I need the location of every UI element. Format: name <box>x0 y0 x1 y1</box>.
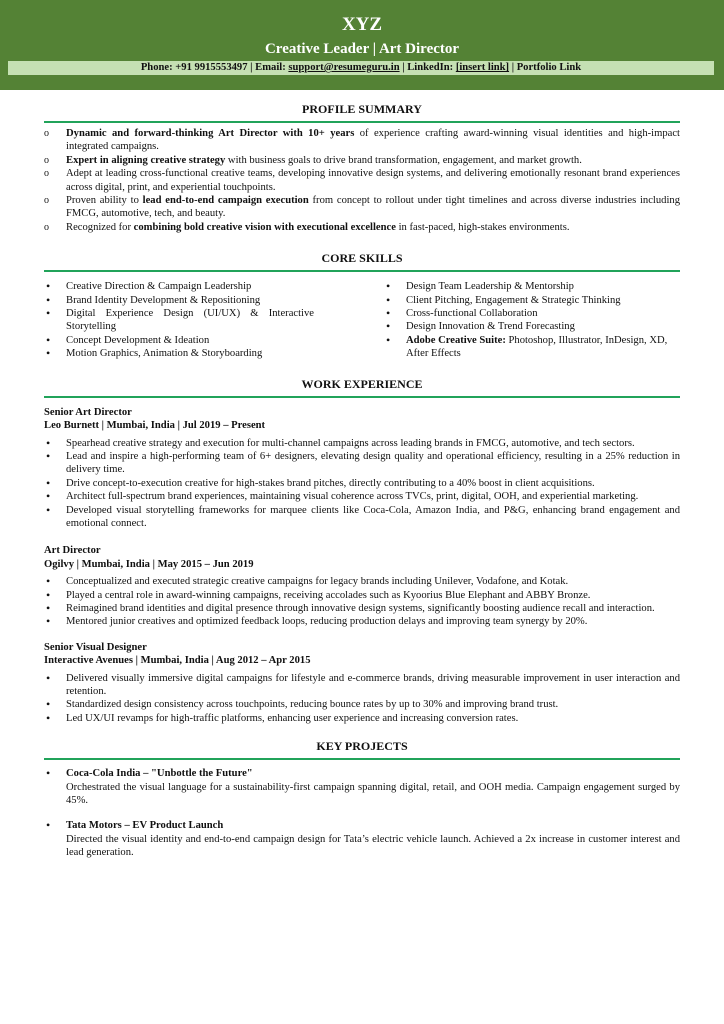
job-role: Senior Visual Designer <box>44 641 147 653</box>
project-desc: Orchestrated the visual language for a sustainability-first campaign spanning digital, retail, and OOH media. Campaign engagement surged by 45%. <box>66 781 680 807</box>
section-heading: KEY PROJECTS <box>316 739 408 754</box>
list-item: o Proven ability to lead end-to-end campaign execution from concept to rollout under tight timelines and across diverse industries including FMCG, automotive, tech, and beauty. <box>44 194 680 221</box>
projects-section <box>0 739 724 859</box>
job-role: Senior Art Director <box>44 406 132 418</box>
list-item: • Led UX/UI revamps for high-traffic platforms, enhancing user experience and increasing conversion rates. <box>44 712 680 725</box>
project-desc: Directed the visual identity and end-to-end campaign design for Tata’s electric vehicle launch. Achieved a 2x increase in customer interest and lead generation. <box>66 833 680 859</box>
job-entry <box>44 544 680 628</box>
job-org: Leo Burnett | Mumbai, India | Jul 2019 – Present <box>44 420 266 432</box>
skill-item: • Cross-functional Collaboration <box>384 307 674 320</box>
list-item: o Expert in aligning creative strategy with business goals to drive brand transformation, engagement, and market growth. <box>44 154 680 167</box>
section-heading: WORK EXPERIENCE <box>301 376 423 391</box>
section-heading: PROFILE SUMMARY <box>302 102 422 116</box>
skills-list-right <box>384 280 674 360</box>
list-item: • Conceptualized and executed strategic creative campaigns for legacy brands including Unilever, Vodafone, and Kotak. <box>44 575 680 588</box>
list-item: • Reimagined brand identities and digital presence through innovative design systems, significantly boosting audience recall and interaction. <box>44 602 680 615</box>
list-item: • Delivered visually immersive digital campaigns for lifestyle and e-commerce brands, driving measurable improvement in user interaction and retention. <box>44 672 680 699</box>
section-divider <box>44 758 680 760</box>
job-org: Interactive Avenues | Mumbai, India | Aug 2012 – Apr 2015 <box>44 655 311 667</box>
list-item: • Drive concept-to-execution creative for high-stakes brand pitches, directly contributing to a 40% boost in client acquisitions. <box>44 477 680 490</box>
project-title: Tata Motors – EV Product Launch <box>66 820 224 832</box>
project-item <box>44 767 680 807</box>
project-title: Coca-Cola India – "Unbottle the Future" <box>66 768 253 780</box>
section-divider <box>44 396 680 398</box>
profile-section <box>0 102 724 234</box>
skills-section <box>0 251 724 360</box>
resume-header <box>0 0 724 90</box>
job-entry <box>44 641 680 725</box>
list-item: • Played a central role in award-winning campaigns, receiving accolades such as Kyoorius Blue Elephant and ABBY Bronze. <box>44 589 680 602</box>
skill-item: • Creative Direction & Campaign Leadership <box>44 280 314 293</box>
job-entry <box>44 406 680 531</box>
skill-item: • Adobe Creative Suite: Photoshop, Illustrator, InDesign, XD, After Effects <box>384 334 674 361</box>
skill-item: • Design Team Leadership & Mentorship <box>384 280 674 293</box>
skill-item: • Concept Development & Ideation <box>44 334 314 347</box>
skill-item: • Motion Graphics, Animation & Storyboarding <box>44 347 314 360</box>
skill-item: • Design Innovation & Trend Forecasting <box>384 320 674 333</box>
skills-list-left <box>44 280 314 360</box>
section-divider <box>44 121 680 123</box>
skill-item: • Digital Experience Design (UI/UX) & Interactive Storytelling <box>44 307 314 334</box>
job-org: Ogilvy | Mumbai, India | May 2015 – Jun 2019 <box>44 558 254 570</box>
list-item: • Developed visual storytelling frameworks for marquee clients like Coca-Cola, Amazon India, and P&G, enhancing brand engagement and emotional connect. <box>44 504 680 531</box>
candidate-title: Creative Leader | Art Director <box>264 41 460 57</box>
experience-section <box>0 377 724 726</box>
list-item: • Standardized design consistency across touchpoints, reducing bounce rates by up to 30% and improving brand trust. <box>44 698 680 711</box>
linkedin-link[interactable]: [insert link] <box>455 62 510 73</box>
profile-list <box>44 127 680 234</box>
skill-item: • Client Pitching, Engagement & Strategic Thinking <box>384 294 674 307</box>
job-role: Art Director <box>44 545 101 557</box>
linkedin-label: | LinkedIn: <box>399 62 456 73</box>
email-link[interactable]: support@resumeguru.in <box>288 62 400 73</box>
section-heading: CORE SKILLS <box>321 251 403 266</box>
list-item: • Lead and inspire a high-performing team of 6+ designers, elevating design quality and operational efficiency, resulting in a 25% reduction in delivery time. <box>44 450 680 477</box>
candidate-name: XYZ <box>341 14 383 35</box>
section-divider <box>44 270 680 272</box>
list-item: o Adept at leading cross-functional creative teams, developing innovative design systems, and delivering emotionally resonant brand experiences across digital, print, and experiential touchpoints. <box>44 167 680 194</box>
list-item: • Mentored junior creatives and optimized feedback loops, reducing production delays and improving team synergy by 20%. <box>44 615 680 628</box>
list-item: o Dynamic and forward-thinking Art Director with 10+ years of experience crafting award-winning visual identities and high-impact integrated campaigns. <box>44 127 680 154</box>
list-item: • Architect full-spectrum brand experiences, maintaining visual coherence across TVCs, print, digital, OOH, and experiential marketing. <box>44 490 680 503</box>
list-item: o Recognized for combining bold creative vision with executional excellence in fast-paced, high-stakes environments. <box>44 221 680 234</box>
skill-item: • Brand Identity Development & Repositioning <box>44 294 314 307</box>
portfolio-link[interactable]: | Portfolio Link <box>509 62 582 73</box>
phone-text: Phone: +91 9915553497 | Email: <box>140 62 289 73</box>
contact-bar <box>8 61 714 75</box>
list-item: • Spearhead creative strategy and execution for multi-channel campaigns across leading brands in FMCG, automotive, and tech sectors. <box>44 437 680 450</box>
project-item <box>44 819 680 859</box>
